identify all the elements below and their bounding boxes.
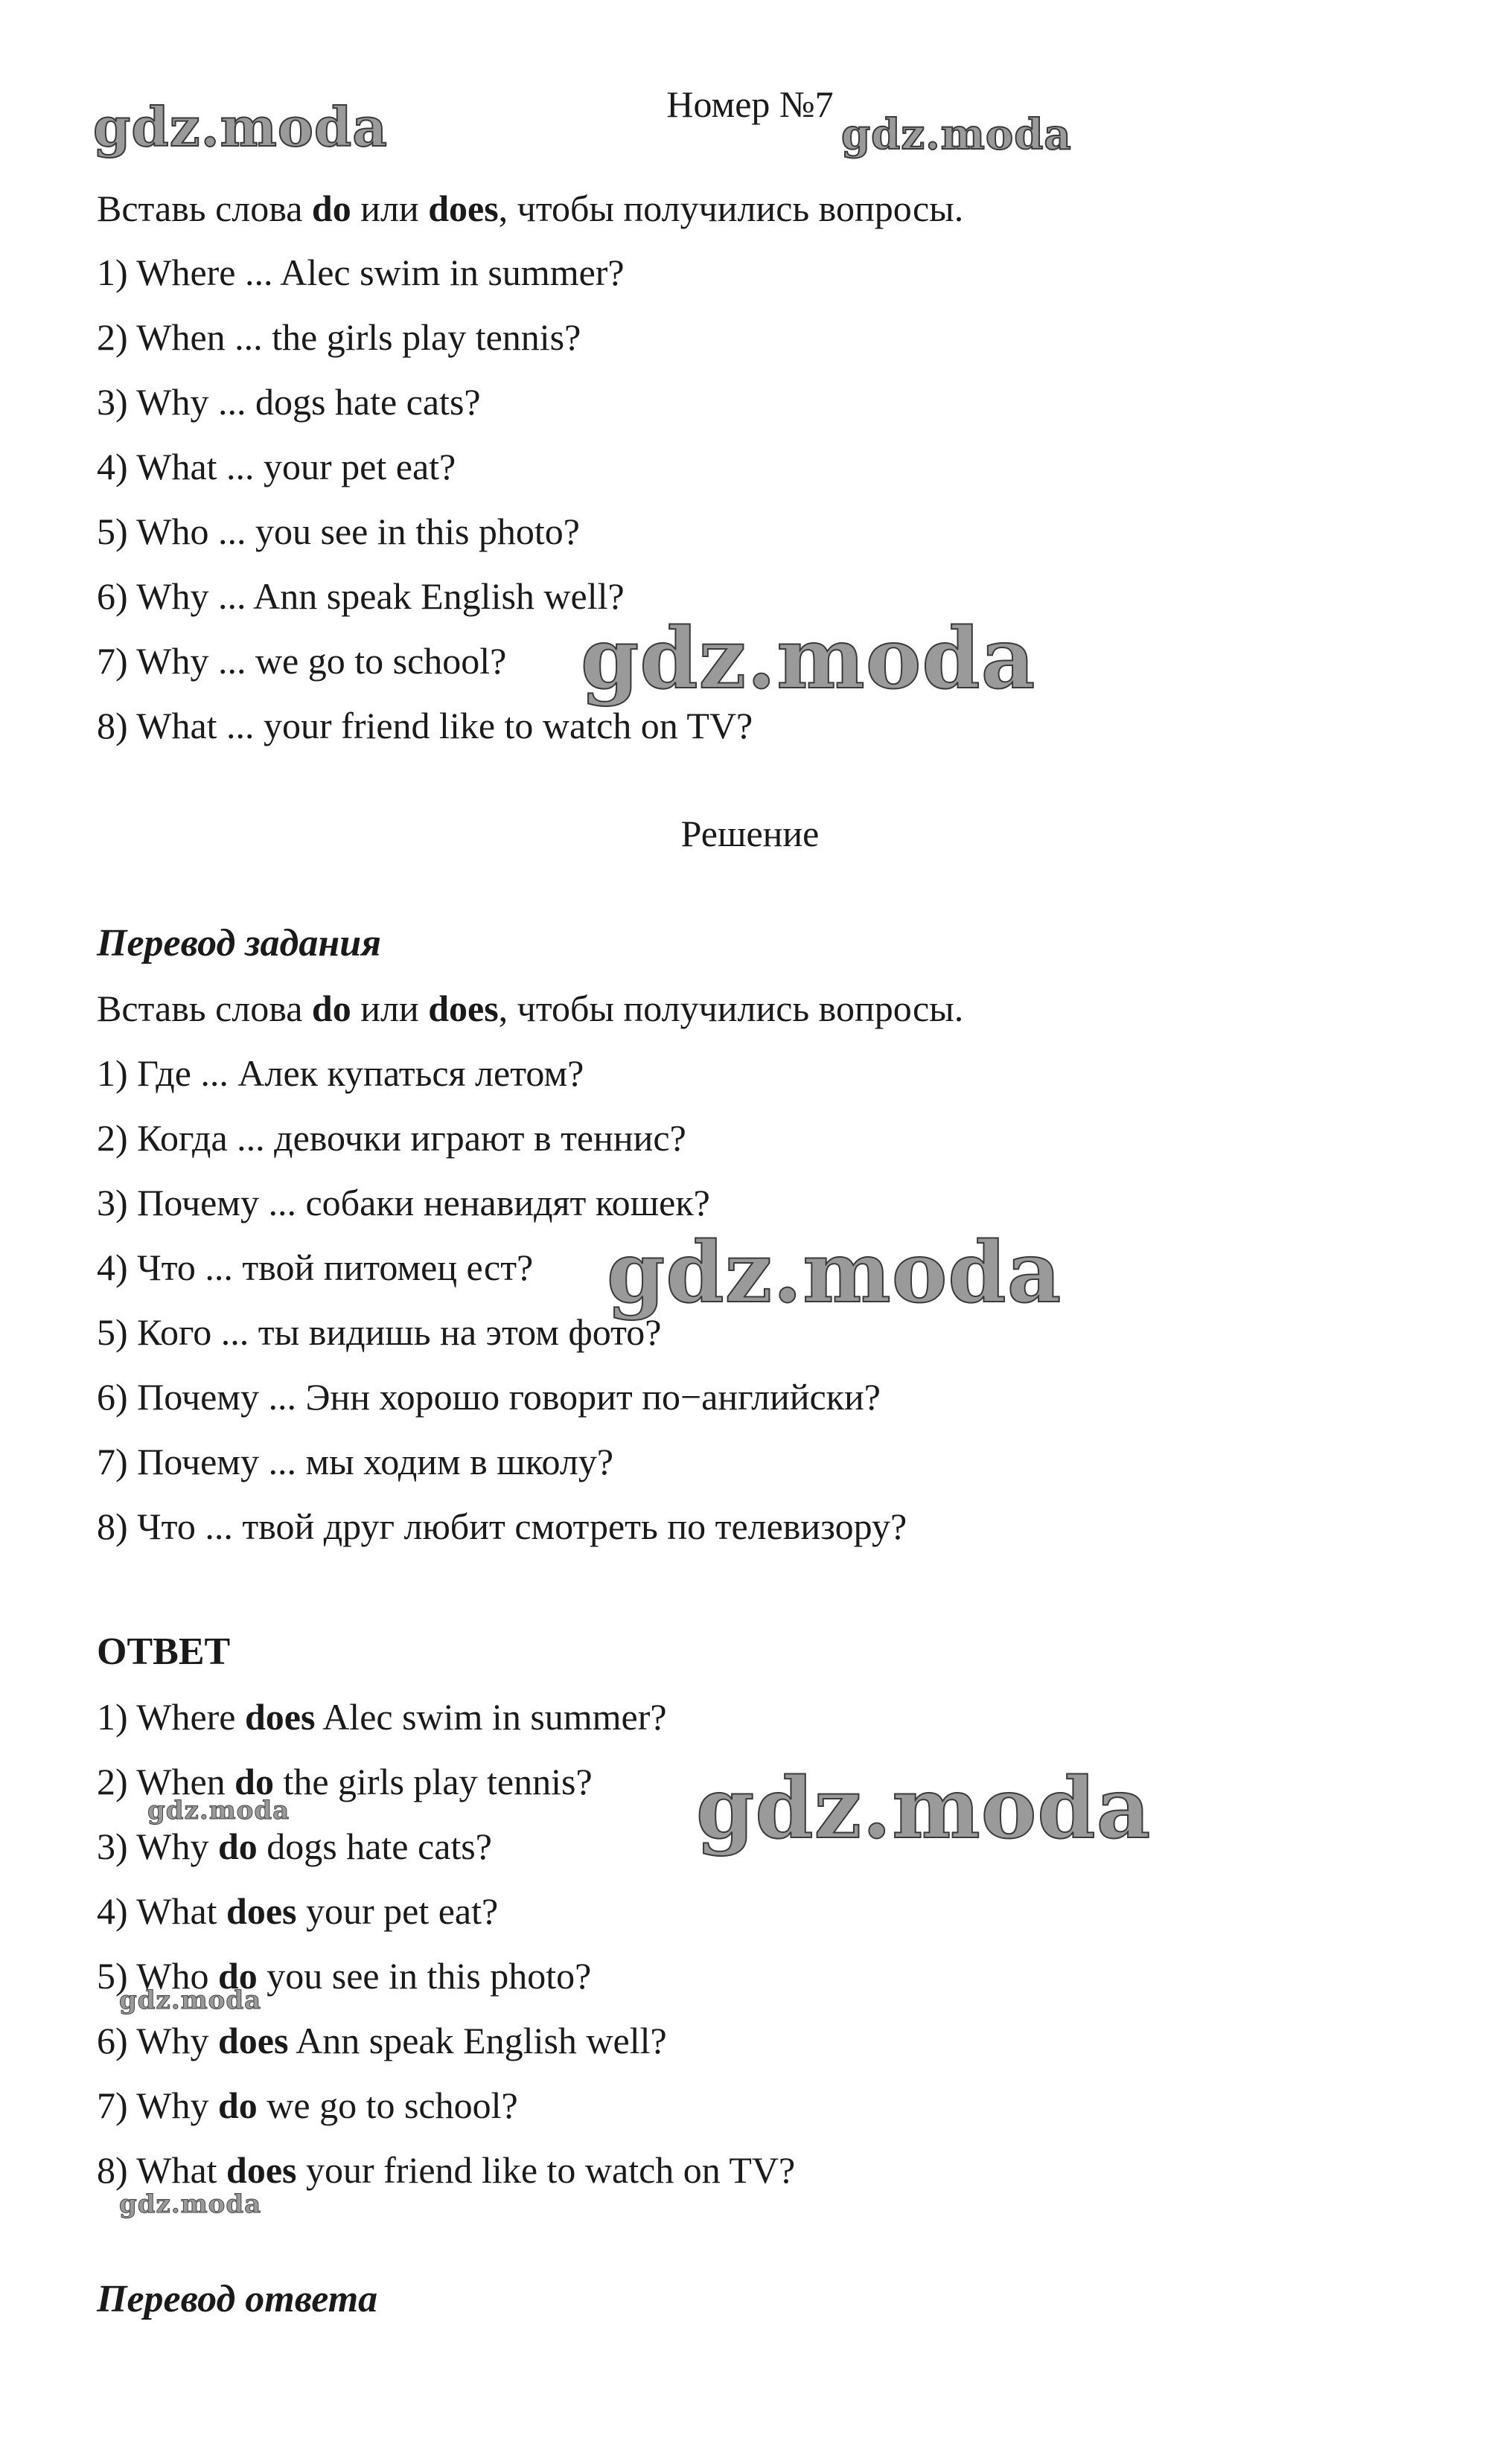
watermark-logo: gdz.moda	[581, 610, 1036, 708]
translation-item: 6) Почему ... Энн хорошо говорит по−английски?	[97, 1376, 881, 1418]
translation-item: 4) Что ... твой питомец ест?	[97, 1247, 534, 1288]
watermark-logo: gdz.moda	[119, 2189, 262, 2219]
task-item: 8) What ... your friend like to watch on TV?	[97, 705, 753, 746]
answer-item: 6) Why does Ann speak English well?	[97, 2020, 667, 2061]
watermark-logo: gdz.moda	[607, 1224, 1062, 1322]
watermark-logo: gdz.moda	[696, 1760, 1152, 1857]
task-instruction: Вставь слова do или does, чтобы получились вопросы.	[97, 188, 964, 229]
watermark-logo: gdz.moda	[841, 110, 1072, 159]
answer-item: 7) Why do we go to school?	[97, 2084, 518, 2126]
translation-item: 8) Что ... твой друг любит смотреть по телевизору?	[97, 1505, 907, 1547]
translation-item: 1) Где ... Алек купаться летом?	[97, 1052, 584, 1094]
answer-item: 4) What does your pet eat?	[97, 1890, 499, 1932]
translation-item: 7) Почему ... мы ходим в школу?	[97, 1441, 614, 1482]
task-item: 1) Where ... Alec swim in summer?	[97, 252, 625, 293]
answer-heading: ОТВЕТ	[97, 1631, 231, 1673]
page-title: Номер №7	[666, 83, 834, 125]
task-item: 4) What ... your pet eat?	[97, 446, 456, 487]
watermark-logo: gdz.moda	[93, 95, 388, 159]
answer-item: 8) What does your friend like to watch on TV?	[97, 2149, 796, 2191]
task-item: 3) Why ... dogs hate cats?	[97, 381, 481, 423]
translation-item: 3) Почему ... собаки ненавидят кошек?	[97, 1182, 710, 1223]
solution-title: Решение	[680, 813, 820, 854]
task-item: 5) Who ... you see in this photo?	[97, 511, 580, 552]
watermark-logo: gdz.moda	[147, 1796, 290, 1825]
watermark-logo: gdz.moda	[119, 1985, 262, 2015]
answer-translation-heading: Перевод ответа	[97, 2278, 378, 2320]
translation-item: 5) Кого ... ты видишь на этом фото?	[97, 1311, 662, 1353]
answer-item: 2) When do the girls play tennis?	[97, 1761, 593, 1802]
task-item: 7) Why ... we go to school?	[97, 640, 507, 682]
translation-item: 2) Когда ... девочки играют в теннис?	[97, 1117, 686, 1159]
task-item: 6) Why ... Ann speak English well?	[97, 575, 625, 617]
answer-item: 5) Who do you see in this photo?	[97, 1955, 592, 1997]
translation-heading: Перевод задания	[97, 922, 381, 964]
answer-item: 3) Why do dogs hate cats?	[97, 1825, 492, 1867]
answer-item: 1) Where does Alec swim in summer?	[97, 1696, 667, 1738]
translation-instruction: Вставь слова do или does, чтобы получились вопросы.	[97, 988, 964, 1029]
task-item: 2) When ... the girls play tennis?	[97, 316, 581, 358]
